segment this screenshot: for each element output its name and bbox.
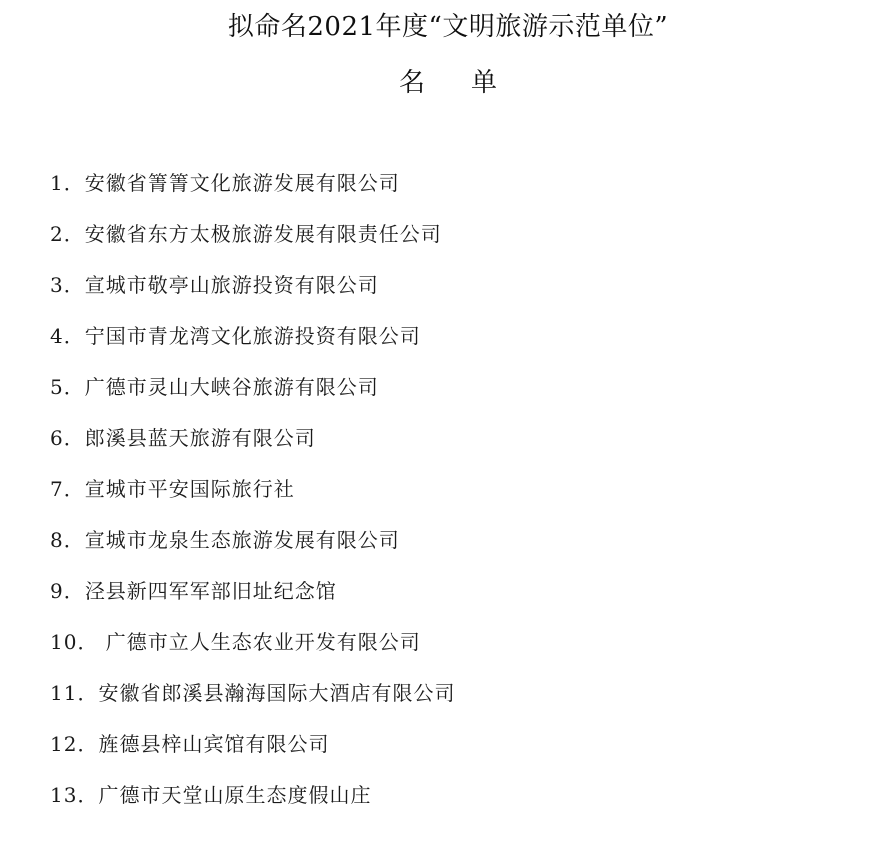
list-item <box>50 311 856 362</box>
list-item <box>50 158 856 209</box>
list-item-label: 旌德县梓山宾馆有限公司 <box>98 732 330 756</box>
list-item-number: 2． <box>50 222 85 246</box>
list-item <box>50 719 856 770</box>
list-item <box>50 413 856 464</box>
list-item-number: 12． <box>50 732 99 756</box>
list-item-number: 8． <box>50 528 85 552</box>
list-item-number: 1． <box>50 171 85 195</box>
list-item-label: 泾县新四军军部旧址纪念馆 <box>84 579 337 603</box>
list-item <box>50 209 856 260</box>
list-item <box>50 515 856 566</box>
list-item-label: 安徽省郎溪县瀚海国际大酒店有限公司 <box>98 681 456 705</box>
list-item-number: 10． <box>50 630 99 654</box>
list-item-label: 广德市立人生态农业开发有限公司 <box>98 630 421 654</box>
list-item-label: 宣城市平安国际旅行社 <box>84 477 295 501</box>
list-item-label: 广德市天堂山原生态度假山庄 <box>98 783 372 807</box>
page-title: 拟命名2021年度“文明旅游示范单位” <box>227 12 669 42</box>
list-item <box>50 668 856 719</box>
unit-list <box>0 158 896 821</box>
list-item-label: 宣城市敬亭山旅游投资有限公司 <box>84 273 379 297</box>
list-item <box>50 260 856 311</box>
list-item-label: 广德市灵山大峡谷旅游有限公司 <box>84 375 379 399</box>
list-item-label: 郎溪县蓝天旅游有限公司 <box>84 426 316 450</box>
list-item <box>50 617 856 668</box>
list-item-number: 6． <box>50 426 85 450</box>
list-item <box>50 464 856 515</box>
list-item-number: 7． <box>50 477 85 501</box>
list-item-number: 5． <box>50 375 85 399</box>
list-item-number: 4． <box>50 324 85 348</box>
page-subtitle: 名 单 <box>398 68 507 98</box>
list-item-label: 安徽省东方太极旅游发展有限责任公司 <box>84 222 442 246</box>
list-item <box>50 566 856 617</box>
list-item-label: 宁国市青龙湾文化旅游投资有限公司 <box>84 324 421 348</box>
list-item <box>50 362 856 413</box>
list-item-number: 11． <box>50 681 99 705</box>
list-item-number: 13． <box>50 783 99 807</box>
list-item-label: 宣城市龙泉生态旅游发展有限公司 <box>84 528 400 552</box>
list-item-number: 9． <box>50 579 85 603</box>
list-item-label: 安徽省箐箐文化旅游发展有限公司 <box>84 171 400 195</box>
list-item-number: 3． <box>50 273 85 297</box>
list-item <box>50 770 856 821</box>
